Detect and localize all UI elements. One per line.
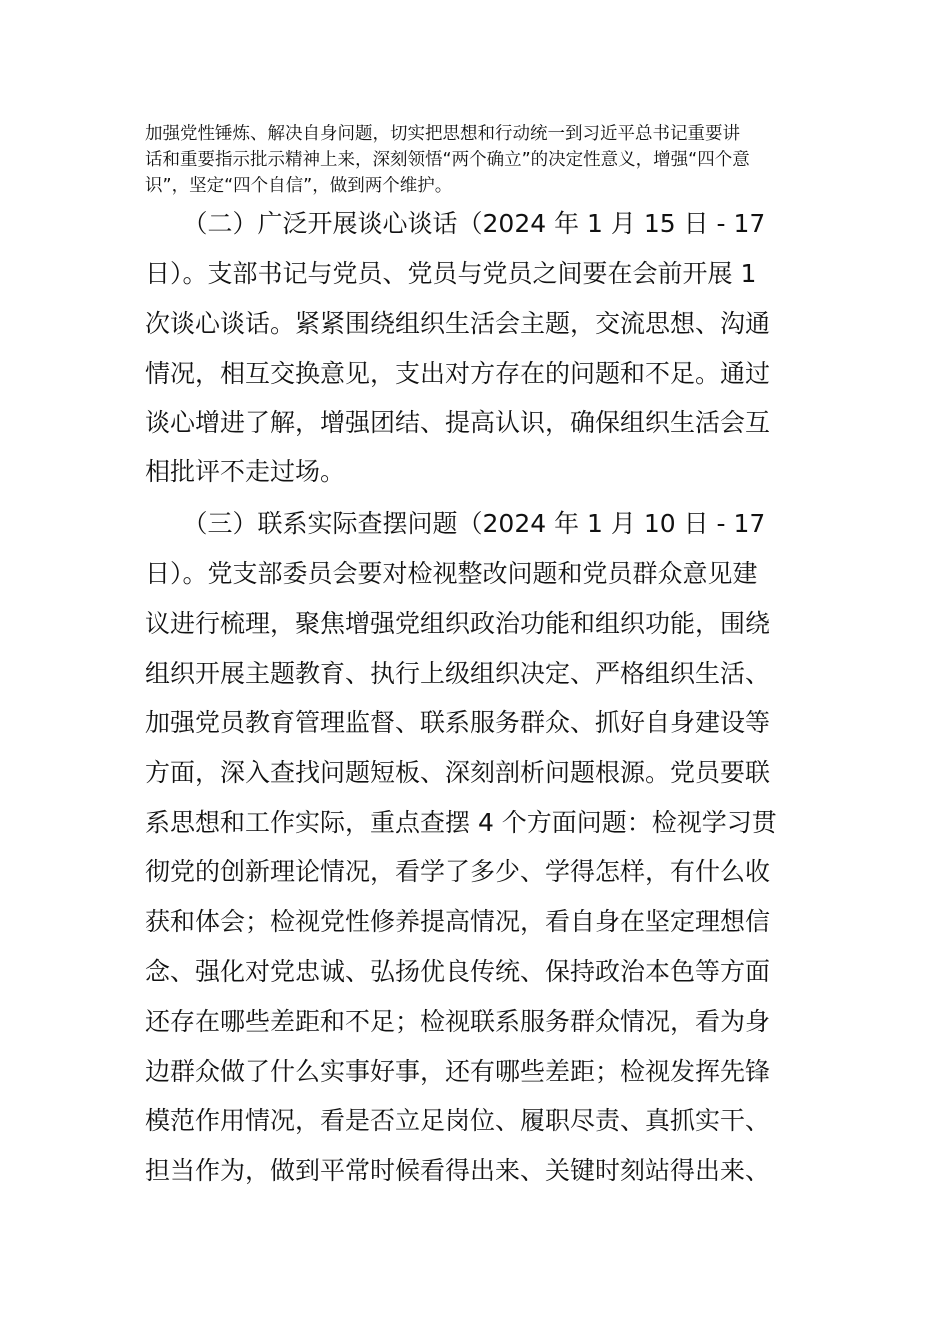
- section3-line: 方面，深入查找问题短板、深刻剖析问题根源。党员要联: [145, 758, 771, 787]
- section3-line: 模范作用情况，看是否立足岗位、履职尽责、真抓实干、: [145, 1106, 771, 1135]
- section3-line: 边群众做了什么实事好事，还有哪些差距；检视发挥先锋: [145, 1057, 771, 1086]
- section2-line: 次谈心谈话。紧紧围绕组织生活会主题，交流思想、沟通: [145, 309, 771, 338]
- intro-line: 加强党性锤炼、解决自身问题，切实把思想和行动统一到习近平总书记重要讲: [145, 124, 740, 144]
- section3-line: 加强党员教育管理监督、联系服务群众、抓好自身建设等: [145, 708, 771, 737]
- section3-line: 组织开展主题教育、执行上级组织决定、严格组织生活、: [145, 659, 771, 688]
- section3-line: 获和体会；检视党性修养提高情况，看自身在坚定理想信: [145, 907, 771, 936]
- section3-line: 日）。党支部委员会要对检视整改问题和党员群众意见建: [145, 559, 758, 588]
- section2-line: 谈心增进了解，增强团结、提高认识，确保组织生活会互: [145, 408, 771, 437]
- section2-line: 日）。支部书记与党员、党员与党员之间要在会前开展 1: [145, 259, 757, 288]
- section3-line: 议进行梳理，聚焦增强党组织政治功能和组织功能，围绕: [145, 609, 771, 638]
- section2-line: 相批评不走过场。: [145, 457, 346, 486]
- section3-heading-line: （三）联系实际查摆问题（2024 年 1 月 10 日 - 17: [170, 509, 766, 538]
- section3-line: 担当作为，做到平常时候看得出来、关键时刻站得出来、: [145, 1156, 771, 1185]
- section3-line: 还存在哪些差距和不足；检视联系服务群众情况，看为身: [145, 1007, 771, 1036]
- intro-line: 识”，坚定“四个自信”，做到两个维护。: [145, 176, 453, 196]
- section2-line: 情况，相互交换意见，支出对方存在的问题和不足。通过: [145, 359, 771, 388]
- section2-heading-line: （二）广泛开展谈心谈话（2024 年 1 月 15 日 - 17: [170, 209, 766, 238]
- section3-line: 系思想和工作实际，重点查摆 4 个方面问题：检视学习贯: [145, 808, 777, 837]
- section3-line: 彻党的创新理论情况，看学了多少、学得怎样，有什么收: [145, 857, 771, 886]
- intro-line: 话和重要指示批示精神上来，深刻领悟“两个确立”的决定性意义，增强“四个意: [145, 150, 750, 170]
- section3-line: 念、强化对党忠诚、弘扬优良传统、保持政治本色等方面: [145, 957, 771, 986]
